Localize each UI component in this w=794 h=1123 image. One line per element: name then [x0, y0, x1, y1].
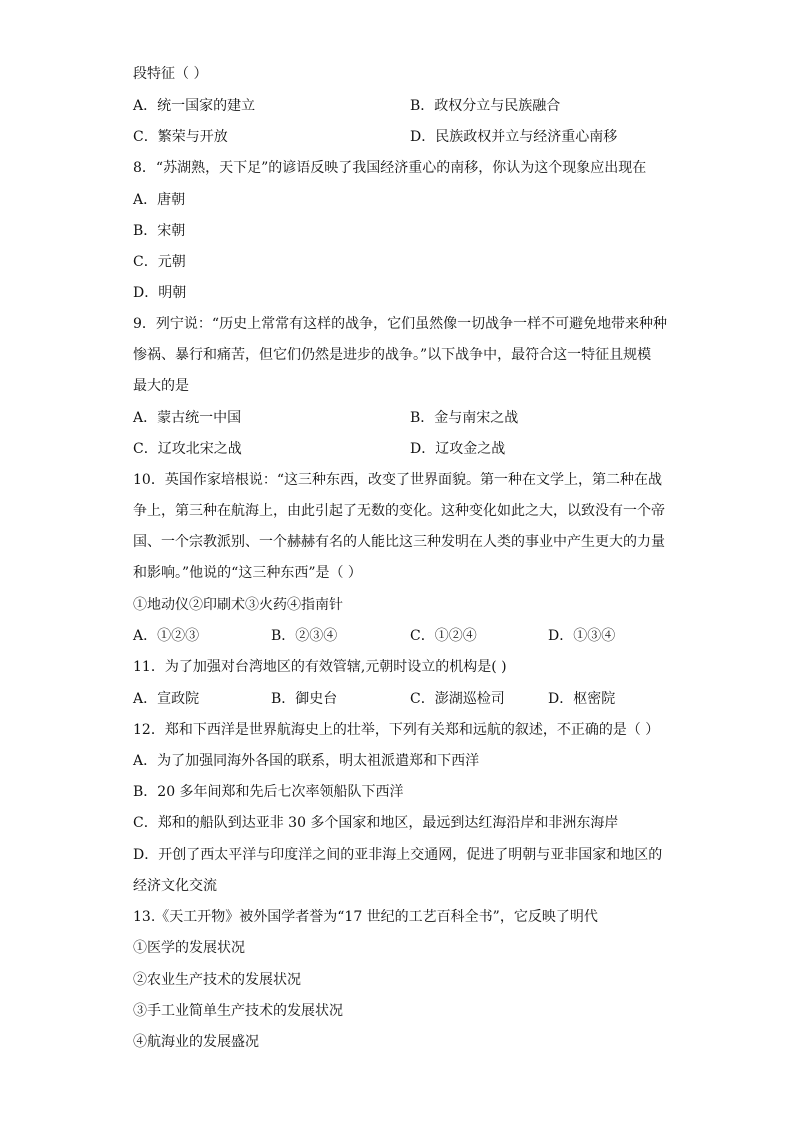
q10-option-a: A．①②③ — [133, 628, 200, 644]
q11-stem: 11．为了加强对台湾地区的有效管辖,元朝时设立的机构是( ) — [133, 659, 507, 675]
q7-option-b: B．政权分立与民族融合 — [410, 98, 561, 114]
q10-stem-line-2: 争上，第三种在航海上，由此引起了无数的变化。这种变化如此之大，以致没有一个帝 — [133, 503, 665, 519]
q8-option-a: A．唐朝 — [133, 192, 186, 208]
q8-option-c: C．元朝 — [133, 254, 186, 270]
q9-option-b: B．金与南宋之战 — [410, 410, 519, 426]
q12-option-c: C．郑和的船队到达亚非 30 多个国家和地区，最远到达红海沿岸和非洲东海岸 — [133, 815, 619, 831]
q8-option-d: D．明朝 — [133, 285, 187, 301]
q9-stem-line-1: 9．列宁说：“历史上常常有这样的战争，它们虽然像一切战争一样不可避免地带来种种 — [133, 316, 668, 332]
q11-option-c: C．澎湖巡检司 — [410, 691, 505, 707]
q8-option-b: B．宋朝 — [133, 223, 186, 239]
q9-stem-line-3: 最大的是 — [133, 378, 189, 394]
q10-items: ①地动仪②印刷术③火药④指南针 — [133, 597, 343, 613]
q10-option-c: C．①②④ — [410, 628, 477, 644]
q10-option-b: B．②③④ — [271, 628, 338, 644]
q12-option-a: A．为了加强同海外各国的联系，明太祖派遣郑和下西洋 — [133, 753, 480, 769]
q11-option-d: D．枢密院 — [548, 691, 616, 707]
q12-option-b: B．20 多年间郑和先后七次率领船队下西洋 — [133, 784, 404, 800]
q11-option-b: B．御史台 — [271, 691, 338, 707]
q13-item-3: ③手工业简单生产技术的发展状况 — [133, 1003, 343, 1019]
q9-option-d: D．辽攻金之战 — [410, 441, 506, 457]
q12-stem: 12．郑和下西洋是世界航海史上的壮举，下列有关郑和远航的叙述，不正确的是（ ） — [133, 722, 660, 738]
q13-item-4: ④航海业的发展盛况 — [133, 1034, 259, 1050]
q10-stem-line-3: 国、一个宗教派别、一个赫赫有名的人能比这三种发明在人类的事业中产生更大的力量 — [133, 534, 665, 550]
q13-stem: 13.《天工开物》被外国学者誉为“17 世纪的工艺百科全书”，它反映了明代 — [133, 909, 598, 925]
q8-stem: 8．“苏湖熟，天下足”的谚语反映了我国经济重心的南移，你认为这个现象应出现在 — [133, 160, 647, 176]
q12-option-d: D．开创了西太平洋与印度洋之间的亚非海上交通网，促进了明朝与亚非国家和地区的 — [133, 847, 663, 863]
q7-option-c: C．繁荣与开放 — [133, 129, 228, 145]
q12-option-d-cont: 经济文化交流 — [133, 878, 217, 894]
q7-stem-tail: 段特征（ ） — [133, 66, 208, 82]
q9-stem-line-2: 惨祸、暴行和痛苦，但它们仍然是进步的战争。”以下战争中，最符合这一特征且规模 — [133, 347, 652, 363]
q11-option-a: A．宣政院 — [133, 691, 200, 707]
q10-option-d: D．①③④ — [548, 628, 616, 644]
q7-option-d: D．民族政权并立与经济重心南移 — [410, 129, 618, 145]
q13-item-2: ②农业生产技术的发展状况 — [133, 972, 301, 988]
q9-option-c: C．辽攻北宋之战 — [133, 441, 242, 457]
q10-stem-line-4: 和影响。”他说的“这三种东西”是（ ） — [133, 565, 362, 581]
q7-option-a: A．统一国家的建立 — [133, 98, 256, 114]
q13-item-1: ①医学的发展状况 — [133, 940, 245, 956]
q9-option-a: A．蒙古统一中国 — [133, 410, 242, 426]
q10-stem-line-1: 10．英国作家培根说：“这三种东西，改变了世界面貌。第一种在文学上，第二种在战 — [133, 472, 662, 488]
